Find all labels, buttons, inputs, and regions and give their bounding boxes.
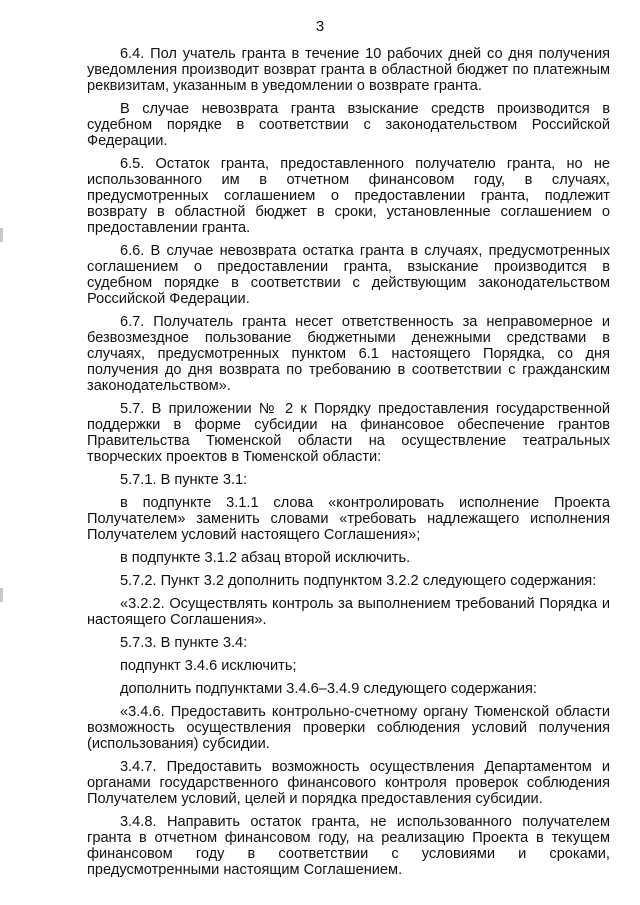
- paragraph-3-4-7: 3.4.7. Предоставить возможность осуществления Департаментом и органами государственного финансового контроля проверок соблюдения Получателем условий, целей и порядка предоставления субсидии.: [87, 759, 610, 807]
- paragraph-3-1-2: в подпункте 3.1.2 абзац второй исключить.: [120, 550, 411, 566]
- paragraph-6-4: 6.4. Пол учатель гранта в течение 10 рабочих дней со дня получения уведомления производит возврат гранта в областной бюджет по платежным реквизитам, указанным в уведомлении о возврате гранта.: [87, 46, 610, 94]
- paragraph-refund-court: В случае невозврата гранта взыскание средств производится в судебном порядке в соответствии с законодательством Российской Федерации.: [87, 101, 610, 149]
- scan-edge-mark: [0, 588, 3, 602]
- paragraph-3-4-8: 3.4.8. Направить остаток гранта, не использованного получателем гранта в отчетном финансовом году, на реализацию Проекта в текущем финансовом году в соответствии с условиями и сроками, предусмотренными настоящим Соглашением.: [87, 814, 610, 878]
- paragraph-3-1-1: в подпункте 3.1.1 слова «контролировать исполнение Проекта Получателем» заменить словами «требовать надлежащего исполнения Получателем условий настоящего Соглашения»;: [87, 495, 610, 543]
- paragraph-3-2-2: «3.2.2. Осуществлять контроль за выполнением требований Порядка и настоящего Соглашения».: [87, 596, 610, 628]
- paragraph-3-4-6: «3.4.6. Предоставить контрольно-счетному органу Тюменской области возможность осуществления проверки соблюдения условий получения (использования) субсидии.: [87, 704, 610, 752]
- scan-edge-mark: [0, 228, 3, 242]
- document-body: [87, 46, 610, 885]
- paragraph-6-5: 6.5. Остаток гранта, предоставленного получателю гранта, но не использованного им в отчетном финансовом году, в случаях, предусмотренных соглашением о предоставлении гранта, подлежит возврату в областной бюджет в сроки, установленные соглашением о предоставлении гранта.: [87, 156, 610, 236]
- page-number: 3: [315, 18, 325, 35]
- paragraph-add-subpoints: дополнить подпунктами 3.4.6–3.4.9 следующего содержания:: [120, 681, 537, 697]
- paragraph-5-7-1: 5.7.1. В пункте 3.1:: [120, 472, 248, 488]
- paragraph-5-7: 5.7. В приложении № 2 к Порядку предоставления государственной поддержки в форме субсидии на финансовое обеспечение грантов Правительства Тюменской области на осуществление театральных творческих проектов в Тюменской области:: [87, 401, 610, 465]
- paragraph-5-7-3: 5.7.3. В пункте 3.4:: [120, 635, 248, 651]
- paragraph-6-7: 6.7. Получатель гранта несет ответственность за неправомерное и безвозмездное пользование бюджетными денежными средствами в случаях, предусмотренных пунктом 6.1 настоящего Порядка, со дня получения до дня возврата по требованию в соответствии с гражданским законодательством».: [87, 314, 610, 394]
- paragraph-3-4-6-exclude: подпункт 3.4.6 исключить;: [120, 658, 297, 674]
- paragraph-5-7-2: 5.7.2. Пункт 3.2 дополнить подпунктом 3.2.2 следующего содержания:: [120, 573, 597, 589]
- paragraph-6-6: 6.6. В случае невозврата остатка гранта в случаях, предусмотренных соглашением о предоставлении гранта, взыскание производится в судебном порядке в соответствии с действующим законодательством Российской Федерации.: [87, 243, 610, 307]
